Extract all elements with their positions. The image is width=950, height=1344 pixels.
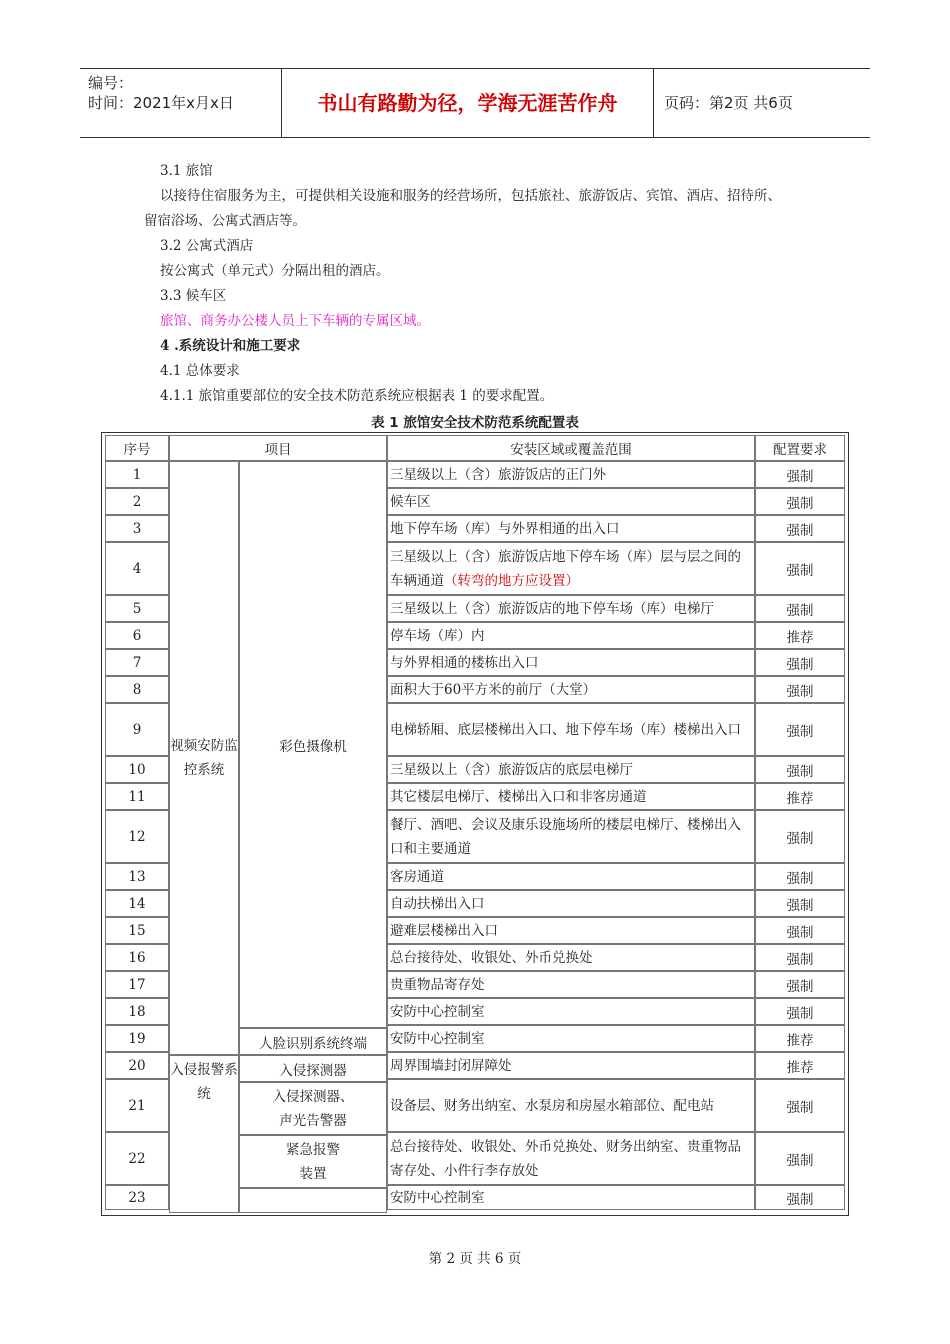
row-requirement: 强制 xyxy=(755,595,845,622)
subitem-emergency-alarm: 紧急报警装置 xyxy=(239,1135,387,1188)
row-requirement: 强制 xyxy=(755,998,845,1025)
config-table xyxy=(101,432,849,1216)
group-intrusion-alarm: 入侵报警系统 xyxy=(169,1055,239,1213)
row-area xyxy=(387,595,755,622)
table-header-no: 序号 xyxy=(105,435,169,461)
row-area-text: 安防中心控制室 xyxy=(390,1189,485,1206)
row-number: 21 xyxy=(105,1079,169,1132)
row-number: 22 xyxy=(105,1132,169,1185)
row-requirement: 强制 xyxy=(755,1079,845,1132)
row-requirement: 推荐 xyxy=(755,1025,845,1052)
group-video-surveillance: 视频安防监控系统 xyxy=(169,461,239,1055)
doc-number-label: 编号： xyxy=(88,74,134,92)
row-number: 17 xyxy=(105,971,169,998)
row-requirement: 强制 xyxy=(755,649,845,676)
row-area xyxy=(387,1079,755,1132)
header-meta xyxy=(88,73,278,113)
section-3-3-title: 3.3 候车区 xyxy=(160,288,227,304)
row-number: 19 xyxy=(105,1025,169,1052)
page-footer: 第 2 页 共 6 页 xyxy=(428,1251,522,1267)
row-area-text: 餐厅、酒吧、会议及康乐设施场所的楼层电梯厅、楼梯出入口和主要通道 xyxy=(390,816,741,857)
section-3-1-line-1: 以接待住宿服务为主，可提供相关设施和服务的经营场所，包括旅社、旅游饭店、宾馆、酒店、招待所、 xyxy=(160,188,781,204)
subitem-face-recognition: 人脸识别系统终端 xyxy=(239,1028,387,1055)
row-number: 5 xyxy=(105,595,169,622)
table-header-area: 安装区域或覆盖范围 xyxy=(387,435,755,461)
subitem-color-camera: 彩色摄像机 xyxy=(239,461,387,1028)
row-number: 16 xyxy=(105,944,169,971)
row-area xyxy=(387,703,755,756)
row-area-text: 贵重物品寄存处 xyxy=(390,976,485,993)
row-requirement: 强制 xyxy=(755,542,845,595)
row-requirement: 强制 xyxy=(755,1185,845,1210)
row-number: 1 xyxy=(105,461,169,488)
row-area-note: （转弯的地方应设置） xyxy=(444,572,579,589)
row-requirement: 强制 xyxy=(755,461,845,488)
subitem-detector-alarm: 入侵探测器、声光告警器 xyxy=(239,1082,387,1135)
row-area-text: 面积大于60平方米的前厅（大堂） xyxy=(390,681,597,698)
row-area xyxy=(387,461,755,488)
row-area-text: 客房通道 xyxy=(390,868,444,885)
row-number: 15 xyxy=(105,917,169,944)
row-area-text: 停车场（库）内 xyxy=(390,627,485,644)
row-area xyxy=(387,944,755,971)
row-area-text: 三星级以上（含）旅游饭店的正门外 xyxy=(390,466,606,483)
section-3-3-text: 旅馆、商务办公楼人员上下车辆的专属区域。 xyxy=(160,313,430,329)
row-requirement: 推荐 xyxy=(755,622,845,649)
row-number: 14 xyxy=(105,890,169,917)
row-area-text: 三星级以上（含）旅游饭店地下停车场（库）层与层之间的车辆通道 xyxy=(390,548,741,589)
row-area-text: 候车区 xyxy=(390,493,431,510)
row-area-text: 周界围墙封闭屏障处 xyxy=(390,1057,512,1074)
row-area-text: 安防中心控制室 xyxy=(390,1003,485,1020)
row-area xyxy=(387,1052,755,1079)
row-area xyxy=(387,1132,755,1185)
row-area xyxy=(387,917,755,944)
row-area-text: 三星级以上（含）旅游饭店的底层电梯厅 xyxy=(390,761,633,778)
row-area xyxy=(387,863,755,890)
row-area xyxy=(387,1185,755,1210)
table-header-item: 项目 xyxy=(169,435,387,461)
section-3-1-line-2: 留宿浴场、公寓式酒店等。 xyxy=(144,213,306,229)
row-requirement: 强制 xyxy=(755,488,845,515)
row-area xyxy=(387,515,755,542)
row-number: 8 xyxy=(105,676,169,703)
row-number: 3 xyxy=(105,515,169,542)
row-area xyxy=(387,542,755,595)
row-area-text: 三星级以上（含）旅游饭店的地下停车场（库）电梯厅 xyxy=(390,600,714,617)
row-requirement: 强制 xyxy=(755,971,845,998)
subitem-empty xyxy=(239,1188,387,1213)
row-area xyxy=(387,488,755,515)
row-number: 10 xyxy=(105,756,169,783)
row-area xyxy=(387,756,755,783)
row-requirement: 强制 xyxy=(755,863,845,890)
row-area xyxy=(387,890,755,917)
header-divider xyxy=(653,69,654,137)
header-page-label: 页码：第2页 共6页 xyxy=(664,94,793,112)
row-number: 18 xyxy=(105,998,169,1025)
row-area-text: 自动扶梯出入口 xyxy=(390,895,485,912)
section-4-1-title: 4.1 总体要求 xyxy=(160,363,240,379)
row-number: 7 xyxy=(105,649,169,676)
row-requirement: 推荐 xyxy=(755,783,845,810)
row-area-text: 总台接待处、收银处、外币兑换处 xyxy=(390,949,593,966)
table-caption: 表 1 旅馆安全技术防范系统配置表 xyxy=(371,415,579,431)
row-requirement: 强制 xyxy=(755,944,845,971)
section-3-1-title: 3.1 旅馆 xyxy=(160,163,213,179)
doc-date-label: 时间：2021年x月x日 xyxy=(88,94,234,112)
row-number: 13 xyxy=(105,863,169,890)
row-area-text: 总台接待处、收银处、外币兑换处、财务出纳室、贵重物品寄存处、小件行李存放处 xyxy=(390,1138,741,1179)
row-number: 9 xyxy=(105,703,169,756)
section-4-1-1-text: 4.1.1 旅馆重要部位的安全技术防范系统应根据表 1 的要求配置。 xyxy=(160,388,554,404)
row-area-text: 设备层、财务出纳室、水泵房和房屋水箱部位、配电站 xyxy=(390,1097,714,1114)
row-area xyxy=(387,783,755,810)
row-requirement: 强制 xyxy=(755,810,845,863)
row-area xyxy=(387,649,755,676)
row-number: 12 xyxy=(105,810,169,863)
row-number: 6 xyxy=(105,622,169,649)
row-requirement: 强制 xyxy=(755,676,845,703)
row-area xyxy=(387,998,755,1025)
row-area xyxy=(387,1025,755,1052)
row-requirement: 强制 xyxy=(755,756,845,783)
row-number: 2 xyxy=(105,488,169,515)
row-requirement: 强制 xyxy=(755,515,845,542)
row-number: 4 xyxy=(105,542,169,595)
row-requirement: 推荐 xyxy=(755,1052,845,1079)
row-area-text: 其它楼层电梯厅、楼梯出入口和非客房通道 xyxy=(390,788,647,805)
row-number: 11 xyxy=(105,783,169,810)
section-4-title: 4 .系统设计和施工要求 xyxy=(160,338,301,354)
row-area xyxy=(387,676,755,703)
row-area xyxy=(387,622,755,649)
row-area-text: 地下停车场（库）与外界相通的出入口 xyxy=(390,520,620,537)
row-requirement: 强制 xyxy=(755,917,845,944)
row-number: 20 xyxy=(105,1052,169,1079)
header-motto: 书山有路勤为径，学海无涯苦作舟 xyxy=(317,91,618,115)
row-requirement: 强制 xyxy=(755,890,845,917)
row-area-text: 避难层楼梯出入口 xyxy=(390,922,498,939)
subitem-intrusion-detector: 入侵探测器 xyxy=(239,1055,387,1082)
row-area-text: 安防中心控制室 xyxy=(390,1030,485,1047)
row-area xyxy=(387,971,755,998)
page-header xyxy=(80,68,870,138)
row-area-text: 与外界相通的楼栋出入口 xyxy=(390,654,539,671)
row-requirement: 强制 xyxy=(755,703,845,756)
row-number: 23 xyxy=(105,1185,169,1210)
row-requirement: 强制 xyxy=(755,1132,845,1185)
table-header-requirement: 配置要求 xyxy=(755,435,845,461)
row-area xyxy=(387,810,755,863)
row-area-text: 电梯轿厢、底层楼梯出入口、地下停车场（库）楼梯出入口 xyxy=(390,721,741,738)
section-3-2-title: 3.2 公寓式酒店 xyxy=(160,238,254,254)
section-3-2-text: 按公寓式（单元式）分隔出租的酒店。 xyxy=(160,263,390,279)
